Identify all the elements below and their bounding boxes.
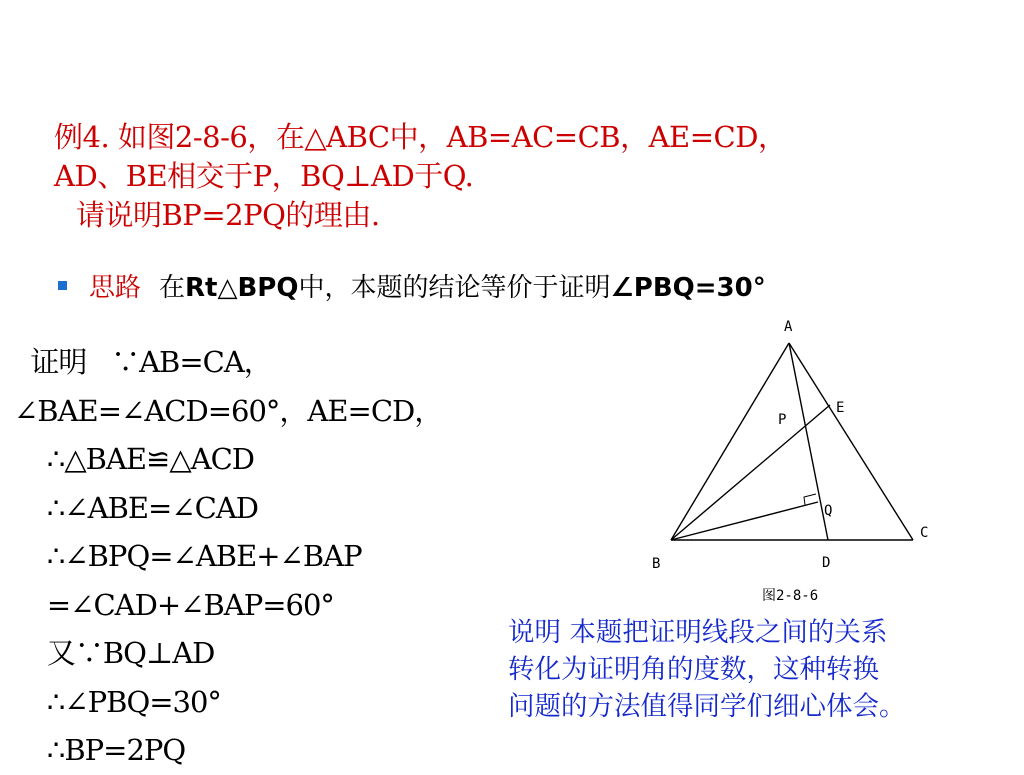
hint-text-angle: ∠PBQ=30°	[610, 273, 766, 303]
label-c: C	[920, 525, 929, 541]
note-line: 说明 本题把证明线段之间的关系	[508, 617, 888, 648]
proof-line: 证明 ∵AB=CA，	[14, 345, 272, 379]
hint-label: 思路	[89, 273, 142, 303]
note-block	[508, 614, 1008, 725]
proof-line: ∴∠PBQ=30°	[14, 684, 221, 719]
problem-line-2: AD、BE相交于P，BQ⊥AD于Q.	[54, 159, 474, 193]
note-line: 转化为证明角的度数，这种转换	[508, 654, 879, 685]
hint-text-bpq: BPQ	[237, 273, 299, 303]
label-q: Q	[824, 503, 833, 519]
proof-block	[14, 338, 442, 775]
figure-caption: 图2-8-6	[762, 588, 819, 604]
geometry-figure	[640, 315, 940, 610]
square-bullet-icon	[58, 281, 67, 290]
proof-line: 又∵BQ⊥AD	[14, 636, 215, 670]
hint-row	[58, 270, 766, 306]
label-e: E	[836, 400, 845, 416]
proof-line: ∠BAE=∠ACD=60°，AE=CD，	[14, 393, 443, 428]
segment-ad	[789, 343, 828, 540]
problem-line-3: 请说明BP=2PQ的理由.	[76, 198, 380, 232]
hint-text-triangle: △	[217, 273, 238, 303]
label-a: A	[784, 319, 793, 335]
proof-line: ∴∠BPQ=∠ABE+∠BAP	[14, 539, 362, 573]
hint-text-prefix: 在	[159, 273, 186, 303]
hint-text-rt: Rt	[185, 273, 218, 303]
segment-ab	[671, 343, 789, 540]
proof-line: ∴△BAE≌△ACD	[14, 442, 255, 476]
triangle-diagram	[640, 315, 940, 610]
note-line: 问题的方法值得同学们细心体会。	[508, 691, 906, 722]
problem-line-1: 例4. 如图2-8-6，在△ABC中，AB=AC=CB，AE=CD，	[54, 120, 787, 154]
proof-line: ∴∠ABE=∠CAD	[14, 490, 259, 525]
label-b: B	[652, 556, 661, 572]
hint-text	[159, 273, 766, 303]
label-d: D	[822, 555, 831, 571]
segment-ac	[789, 343, 913, 540]
proof-line: ∴BP=2PQ	[14, 733, 186, 767]
hint-text-middle: 中，本题的结论等价于证明	[298, 273, 611, 303]
problem-statement	[54, 118, 974, 235]
proof-line: =∠CAD+∠BAP=60°	[14, 587, 334, 622]
label-p: P	[778, 412, 787, 428]
